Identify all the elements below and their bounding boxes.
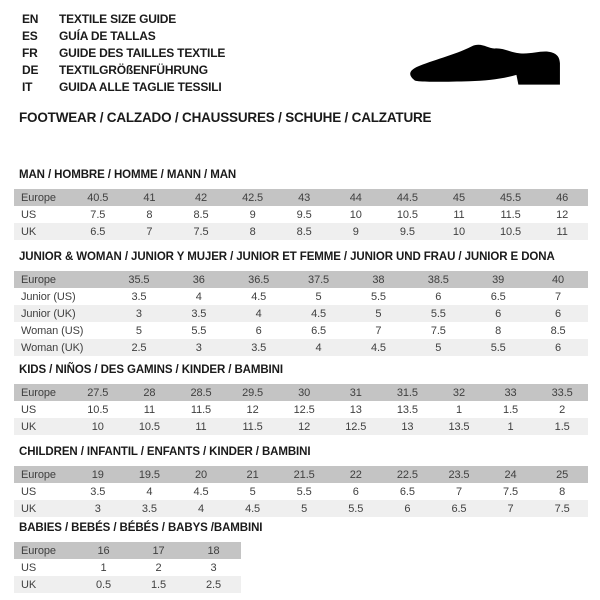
size-table-section-babies	[14, 522, 262, 593]
row-label: Europe	[21, 191, 56, 204]
size-value: 39	[492, 273, 505, 286]
size-value: 4	[197, 502, 204, 515]
size-value: 38	[372, 273, 385, 286]
size-value: 3.5	[191, 307, 207, 320]
size-value: 4.5	[251, 290, 267, 303]
size-value: 37.5	[308, 273, 330, 286]
size-value: 10	[349, 208, 362, 221]
size-value: 10	[91, 420, 104, 433]
size-value: 8	[249, 225, 256, 238]
size-table-title: MAN / HOMBRE / HOMME / MANN / MAN	[19, 169, 237, 181]
size-value: 32	[452, 386, 465, 399]
table-row	[14, 466, 588, 483]
language-row-es	[22, 27, 225, 44]
size-value: 6	[495, 307, 502, 320]
size-value: 4	[195, 290, 202, 303]
size-value: 11.5	[242, 420, 263, 433]
size-value: 4	[255, 307, 262, 320]
row-label: Junior (US)	[21, 290, 76, 303]
size-value: 19.5	[138, 468, 160, 481]
language-row-de	[22, 61, 225, 78]
size-value: 10.5	[87, 403, 109, 416]
size-value: 8.5	[193, 208, 209, 221]
size-table-kids	[14, 384, 588, 435]
size-value: 5	[435, 341, 442, 354]
size-value: 43	[298, 191, 311, 204]
size-value: 21	[246, 468, 259, 481]
table-row	[14, 542, 241, 559]
size-value: 2	[559, 403, 566, 416]
size-value: 1.5	[554, 420, 570, 433]
size-value: 17	[152, 544, 165, 557]
language-label: TEXTILE SIZE GUIDE	[59, 11, 177, 26]
size-table-section-children	[14, 446, 588, 517]
size-value: 4	[146, 485, 153, 498]
row-label: US	[21, 403, 37, 416]
size-value: 5.5	[370, 290, 386, 303]
size-value: 45	[452, 191, 465, 204]
size-value: 6.5	[490, 290, 506, 303]
row-label: Woman (US)	[21, 324, 84, 337]
table-row	[14, 500, 588, 517]
size-value: 33.5	[551, 386, 573, 399]
size-value: 1.5	[151, 578, 166, 591]
row-label: UK	[21, 420, 37, 433]
size-table-section-junior-woman	[14, 251, 588, 356]
size-value: 4	[315, 341, 322, 354]
row-label: US	[21, 561, 37, 574]
size-value: 10.5	[500, 225, 522, 238]
size-value: 6	[435, 290, 442, 303]
language-row-fr	[22, 44, 225, 61]
table-row	[14, 559, 241, 576]
table-row	[14, 223, 588, 240]
dress-shoe-icon	[393, 24, 589, 112]
size-value: 42	[194, 191, 207, 204]
size-value: 20	[194, 468, 207, 481]
table-row	[14, 206, 588, 223]
size-value: 3.5	[141, 502, 157, 515]
table-row	[14, 189, 588, 206]
row-label: Junior (UK)	[21, 307, 76, 320]
row-label: US	[21, 485, 37, 498]
size-value: 5.5	[191, 324, 207, 337]
size-value: 5	[315, 290, 322, 303]
language-label: TEXTILGRÖßENFÜHRUNG	[59, 62, 208, 77]
row-label: US	[21, 208, 37, 221]
language-list	[22, 10, 225, 95]
size-value: 1	[100, 561, 107, 574]
size-table-junior-woman	[14, 271, 588, 356]
size-value: 13.5	[448, 420, 470, 433]
size-value: 8.5	[550, 324, 566, 337]
size-value: 6	[555, 307, 562, 320]
size-value: 10.5	[138, 420, 160, 433]
size-value: 5	[135, 324, 142, 337]
size-value: 5.5	[490, 341, 506, 354]
language-row-en	[22, 10, 225, 27]
size-value: 9	[249, 208, 256, 221]
language-code: IT	[22, 79, 33, 94]
size-value: 12	[246, 403, 259, 416]
table-row	[14, 384, 588, 401]
size-value: 6.5	[311, 324, 327, 337]
language-code: DE	[22, 62, 39, 77]
size-value: 6	[555, 341, 562, 354]
size-value: 21.5	[293, 468, 315, 481]
size-value: 10	[452, 225, 465, 238]
size-value: 1	[455, 403, 462, 416]
table-row	[14, 418, 588, 435]
size-value: 2.5	[131, 341, 147, 354]
language-label: GUIDA ALLE TAGLIE TESSILI	[59, 79, 222, 94]
size-value: 11	[195, 420, 207, 433]
size-value: 3	[195, 341, 202, 354]
size-value: 11.5	[500, 208, 521, 221]
size-table-babies	[14, 542, 241, 593]
size-value: 11	[453, 208, 465, 221]
size-value: 7.5	[90, 208, 106, 221]
size-table-title: JUNIOR & WOMAN / JUNIOR Y MUJER / JUNIOR ET FEMME / JUNIOR UND FRAU / JUNIOR E DONA	[19, 251, 555, 263]
size-value: 10.5	[396, 208, 418, 221]
table-row	[14, 339, 588, 356]
category-title: FOOTWEAR / CALZADO / CHAUSSURES / SCHUHE / CALZATURE	[19, 110, 432, 125]
table-row	[14, 401, 588, 418]
size-value: 13	[349, 403, 362, 416]
size-value: 3.5	[251, 341, 267, 354]
size-value: 5	[249, 485, 256, 498]
size-value: 11.5	[190, 403, 212, 416]
size-value: 4.5	[311, 307, 327, 320]
size-value: 33	[504, 386, 517, 399]
size-value: 3.5	[131, 290, 147, 303]
row-label: Europe	[21, 273, 56, 286]
size-value: 36.5	[248, 273, 270, 286]
size-value: 3	[94, 502, 101, 515]
size-value: 7	[375, 324, 382, 337]
table-row	[14, 576, 241, 593]
size-table-children	[14, 466, 588, 517]
size-value: 9.5	[399, 225, 415, 238]
row-label: Europe	[21, 544, 56, 557]
language-code: EN	[22, 11, 39, 26]
size-value: 36	[192, 273, 205, 286]
size-value: 12.5	[345, 420, 367, 433]
size-value: 22	[349, 468, 362, 481]
size-value: 1.5	[503, 403, 519, 416]
size-value: 6.5	[90, 225, 106, 238]
table-row	[14, 483, 588, 500]
size-value: 38.5	[427, 273, 449, 286]
size-value: 24	[504, 468, 517, 481]
size-value: 9.5	[296, 208, 312, 221]
size-value: 6	[255, 324, 262, 337]
size-table-title: KIDS / NIÑOS / DES GAMINS / KINDER / BAMBINI	[19, 364, 283, 376]
size-value: 12	[556, 208, 569, 221]
size-table-section-man	[14, 169, 588, 240]
row-label: Europe	[21, 386, 56, 399]
size-value: 5.5	[348, 502, 364, 515]
size-value: 29.5	[242, 386, 264, 399]
size-value: 7.5	[430, 324, 446, 337]
size-value: 6.5	[451, 502, 467, 515]
size-value: 6.5	[399, 485, 415, 498]
size-value: 7.5	[503, 485, 519, 498]
size-value: 5.5	[296, 485, 312, 498]
size-value: 27.5	[87, 386, 109, 399]
language-label: GUÍA DE TALLAS	[59, 28, 156, 43]
size-value: 11	[143, 403, 155, 416]
size-value: 12	[298, 420, 311, 433]
size-value: 5	[301, 502, 308, 515]
size-value: 7	[146, 225, 153, 238]
size-value: 13	[401, 420, 414, 433]
size-value: 13.5	[396, 403, 418, 416]
size-value: 35.5	[128, 273, 150, 286]
size-value: 46	[556, 191, 569, 204]
size-value: 2.5	[206, 578, 221, 591]
size-value: 44	[349, 191, 362, 204]
language-code: ES	[22, 28, 38, 43]
size-value: 41	[143, 191, 156, 204]
size-value: 11	[556, 225, 568, 238]
size-value: 8	[559, 485, 566, 498]
size-value: 31	[349, 386, 362, 399]
language-label: GUIDE DES TAILLES TEXTILE	[59, 45, 226, 60]
size-value: 7.5	[554, 502, 570, 515]
size-value: 8	[146, 208, 153, 221]
row-label: Europe	[21, 468, 56, 481]
row-label: Woman (UK)	[21, 341, 84, 354]
size-value: 44.5	[396, 191, 418, 204]
size-value: 31.5	[396, 386, 418, 399]
language-row-it	[22, 78, 225, 95]
size-value: 2	[155, 561, 162, 574]
size-value: 6	[352, 485, 359, 498]
size-value: 16	[97, 544, 110, 557]
size-value: 45.5	[500, 191, 522, 204]
size-value: 4.5	[370, 341, 386, 354]
row-label: UK	[21, 225, 37, 238]
size-value: 19	[91, 468, 104, 481]
size-value: 28	[143, 386, 156, 399]
language-code: FR	[22, 45, 38, 60]
size-value: 1	[507, 420, 514, 433]
size-value: 40.5	[87, 191, 109, 204]
size-value: 12.5	[293, 403, 315, 416]
size-value: 5	[375, 307, 382, 320]
size-value: 8.5	[296, 225, 312, 238]
size-value: 18	[207, 544, 220, 557]
size-value: 7	[555, 290, 562, 303]
table-row	[14, 305, 588, 322]
size-value: 8	[495, 324, 502, 337]
size-value: 9	[352, 225, 359, 238]
size-table-man	[14, 189, 588, 240]
size-table-title: BABIES / BEBÉS / BÉBÉS / BABYS /BAMBINI	[19, 522, 263, 534]
size-value: 3	[210, 561, 217, 574]
size-value: 4.5	[193, 485, 209, 498]
size-value: 7	[455, 485, 462, 498]
size-value: 3	[135, 307, 142, 320]
table-row	[14, 322, 588, 339]
size-value: 6	[404, 502, 411, 515]
size-value: 5.5	[430, 307, 446, 320]
size-value: 40	[552, 273, 565, 286]
table-row	[14, 271, 588, 288]
size-table-title: CHILDREN / INFANTIL / ENFANTS / KINDER / BAMBINI	[19, 446, 311, 458]
size-value: 25	[556, 468, 569, 481]
row-label: UK	[21, 502, 37, 515]
size-value: 3.5	[90, 485, 106, 498]
table-row	[14, 288, 588, 305]
size-value: 22.5	[396, 468, 418, 481]
size-value: 28.5	[190, 386, 212, 399]
size-value: 7.5	[193, 225, 209, 238]
size-value: 42.5	[242, 191, 264, 204]
size-value: 30	[298, 386, 311, 399]
size-table-section-kids	[14, 364, 588, 435]
size-value: 7	[507, 502, 514, 515]
size-value: 23.5	[448, 468, 470, 481]
size-value: 0.5	[96, 578, 111, 591]
size-value: 4.5	[245, 502, 261, 515]
row-label: UK	[21, 578, 37, 591]
